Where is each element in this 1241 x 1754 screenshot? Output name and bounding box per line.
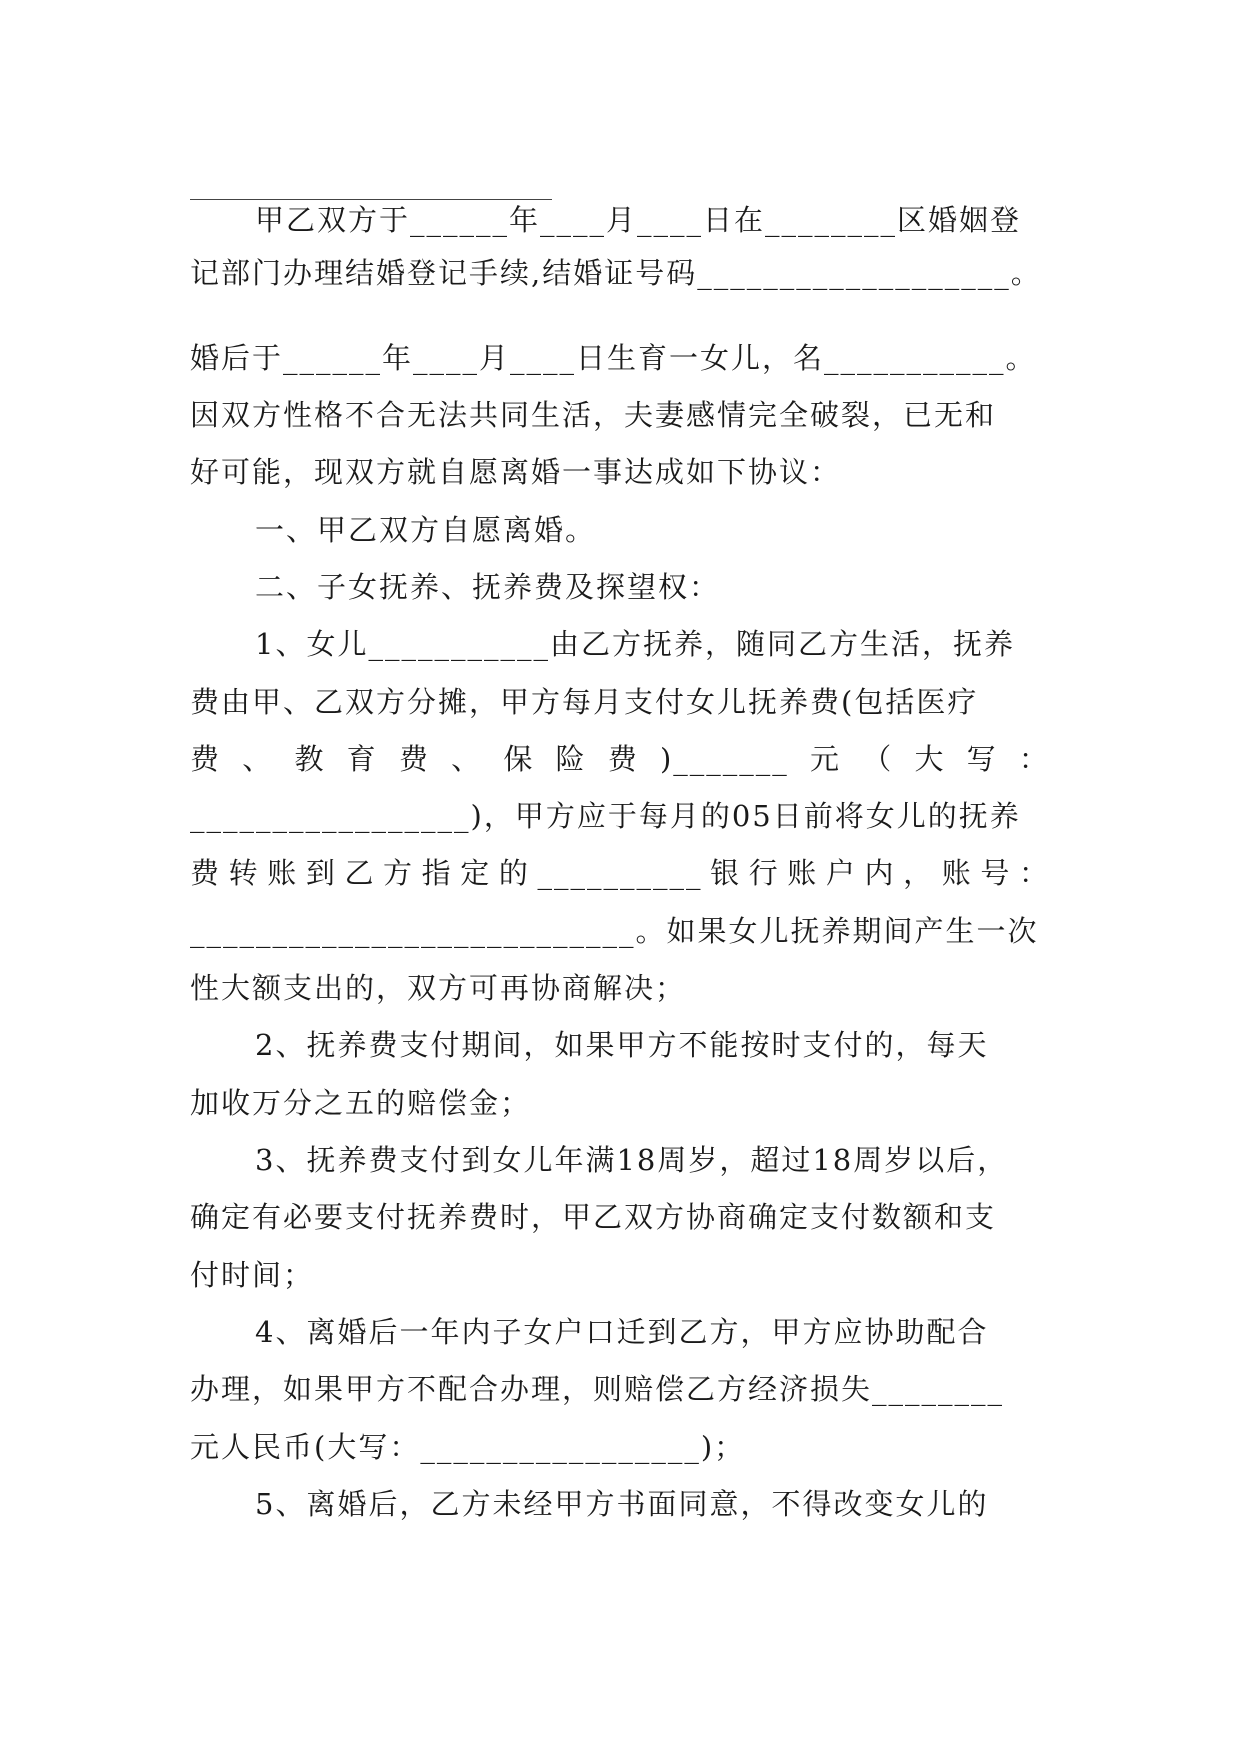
- paragraph-line: 4、离婚后一年内子女户口迁到乙方，甲方应协助配合: [255, 1315, 989, 1349]
- clause-heading: 一、甲乙双方自愿离婚。: [255, 513, 597, 547]
- justified-char: 险: [555, 742, 587, 776]
- paragraph-line: 因双方性格不合无法共同生活，夫妻感情完全破裂，已无和: [190, 398, 997, 432]
- justified-line-fees: [190, 742, 1050, 776]
- clause-heading: 二、子女抚养、抚养费及探望权：: [255, 570, 721, 604]
- paragraph-line: 2、抚养费支付期间，如果甲方不能按时支付的，每天: [255, 1028, 989, 1062]
- paragraph-line: 甲乙双方于______年____月____日在________区婚姻登: [255, 203, 1022, 237]
- justified-char: 账: [267, 856, 299, 890]
- paragraph-line: ___________________________。如果女儿抚养期间产生一次: [190, 914, 1039, 948]
- justified-char: 的: [498, 856, 530, 890]
- justified-char: 内: [864, 856, 896, 890]
- justified-char: 、: [242, 742, 274, 776]
- justified-char: 账: [941, 856, 973, 890]
- justified-char: 费: [190, 856, 222, 890]
- justified-char: 育: [346, 742, 378, 776]
- paragraph-line: 加收万分之五的赔偿金；: [190, 1086, 532, 1120]
- paragraph-line: 费由甲、乙双方分摊，甲方每月支付女儿抚养费(包括医疗: [190, 685, 979, 719]
- paragraph-line: 3、抚养费支付到女儿年满18周岁，超过18周岁以后，: [255, 1143, 1009, 1177]
- paragraph-line: 婚后于______年____月____日生育一女儿，名___________。: [190, 341, 1037, 375]
- justified-char: 定: [460, 856, 492, 890]
- justified-char: 乙: [344, 856, 376, 890]
- justified-char: 费: [190, 742, 222, 776]
- paragraph-line: 办理，如果甲方不配合办理，则赔偿乙方经济损失________: [190, 1372, 1005, 1406]
- justified-char: 方: [383, 856, 415, 890]
- paragraph-line: 5、离婚后，乙方未经甲方书面同意，不得改变女儿的: [255, 1487, 989, 1521]
- justified-char: 指: [421, 856, 453, 890]
- justified-char: 转: [228, 856, 260, 890]
- justified-char: 大: [914, 742, 946, 776]
- justified-char: 写: [966, 742, 998, 776]
- paragraph-line: 付时间；: [190, 1258, 315, 1292]
- justified-char: 行: [748, 856, 780, 890]
- paragraph-line: _________________)，甲方应于每月的05日前将女儿的抚养: [190, 799, 1021, 833]
- justified-char: 银: [710, 856, 742, 890]
- paragraph-line: 好可能，现双方就自愿离婚一事达成如下协议：: [190, 455, 842, 489]
- bank-blank: __________: [537, 856, 703, 890]
- top-rule: [190, 199, 552, 200]
- justified-char: ：: [1018, 742, 1050, 776]
- justified-char: ：: [1018, 856, 1050, 890]
- justified-char: 元: [810, 742, 842, 776]
- justified-char: ，: [903, 856, 935, 890]
- justified-char: 费: [607, 742, 639, 776]
- justified-char: 保: [503, 742, 535, 776]
- justified-line-bank: [190, 856, 1050, 890]
- paragraph-line: 元人民币(大写：_________________)；: [190, 1430, 746, 1464]
- paragraph-line: 1、女儿___________由乙方抚养，随同乙方生活，抚养: [255, 627, 1015, 661]
- paragraph-line: 确定有必要支付抚养费时，甲乙双方协商确定支付数额和支: [190, 1200, 997, 1234]
- justified-char: 费: [398, 742, 430, 776]
- justified-char: 号: [980, 856, 1012, 890]
- justified-char: 、: [451, 742, 483, 776]
- paragraph-line: 性大额支出的，双方可再协商解决；: [190, 971, 687, 1005]
- justified-char: （: [862, 742, 894, 776]
- justified-char: 教: [294, 742, 326, 776]
- justified-char: 到: [305, 856, 337, 890]
- justified-char: 户: [825, 856, 857, 890]
- paragraph-line: 记部门办理结婚登记手续,结婚证号码___________________。: [190, 256, 1042, 290]
- amount-blank: )_______: [659, 742, 789, 776]
- justified-char: 账: [787, 856, 819, 890]
